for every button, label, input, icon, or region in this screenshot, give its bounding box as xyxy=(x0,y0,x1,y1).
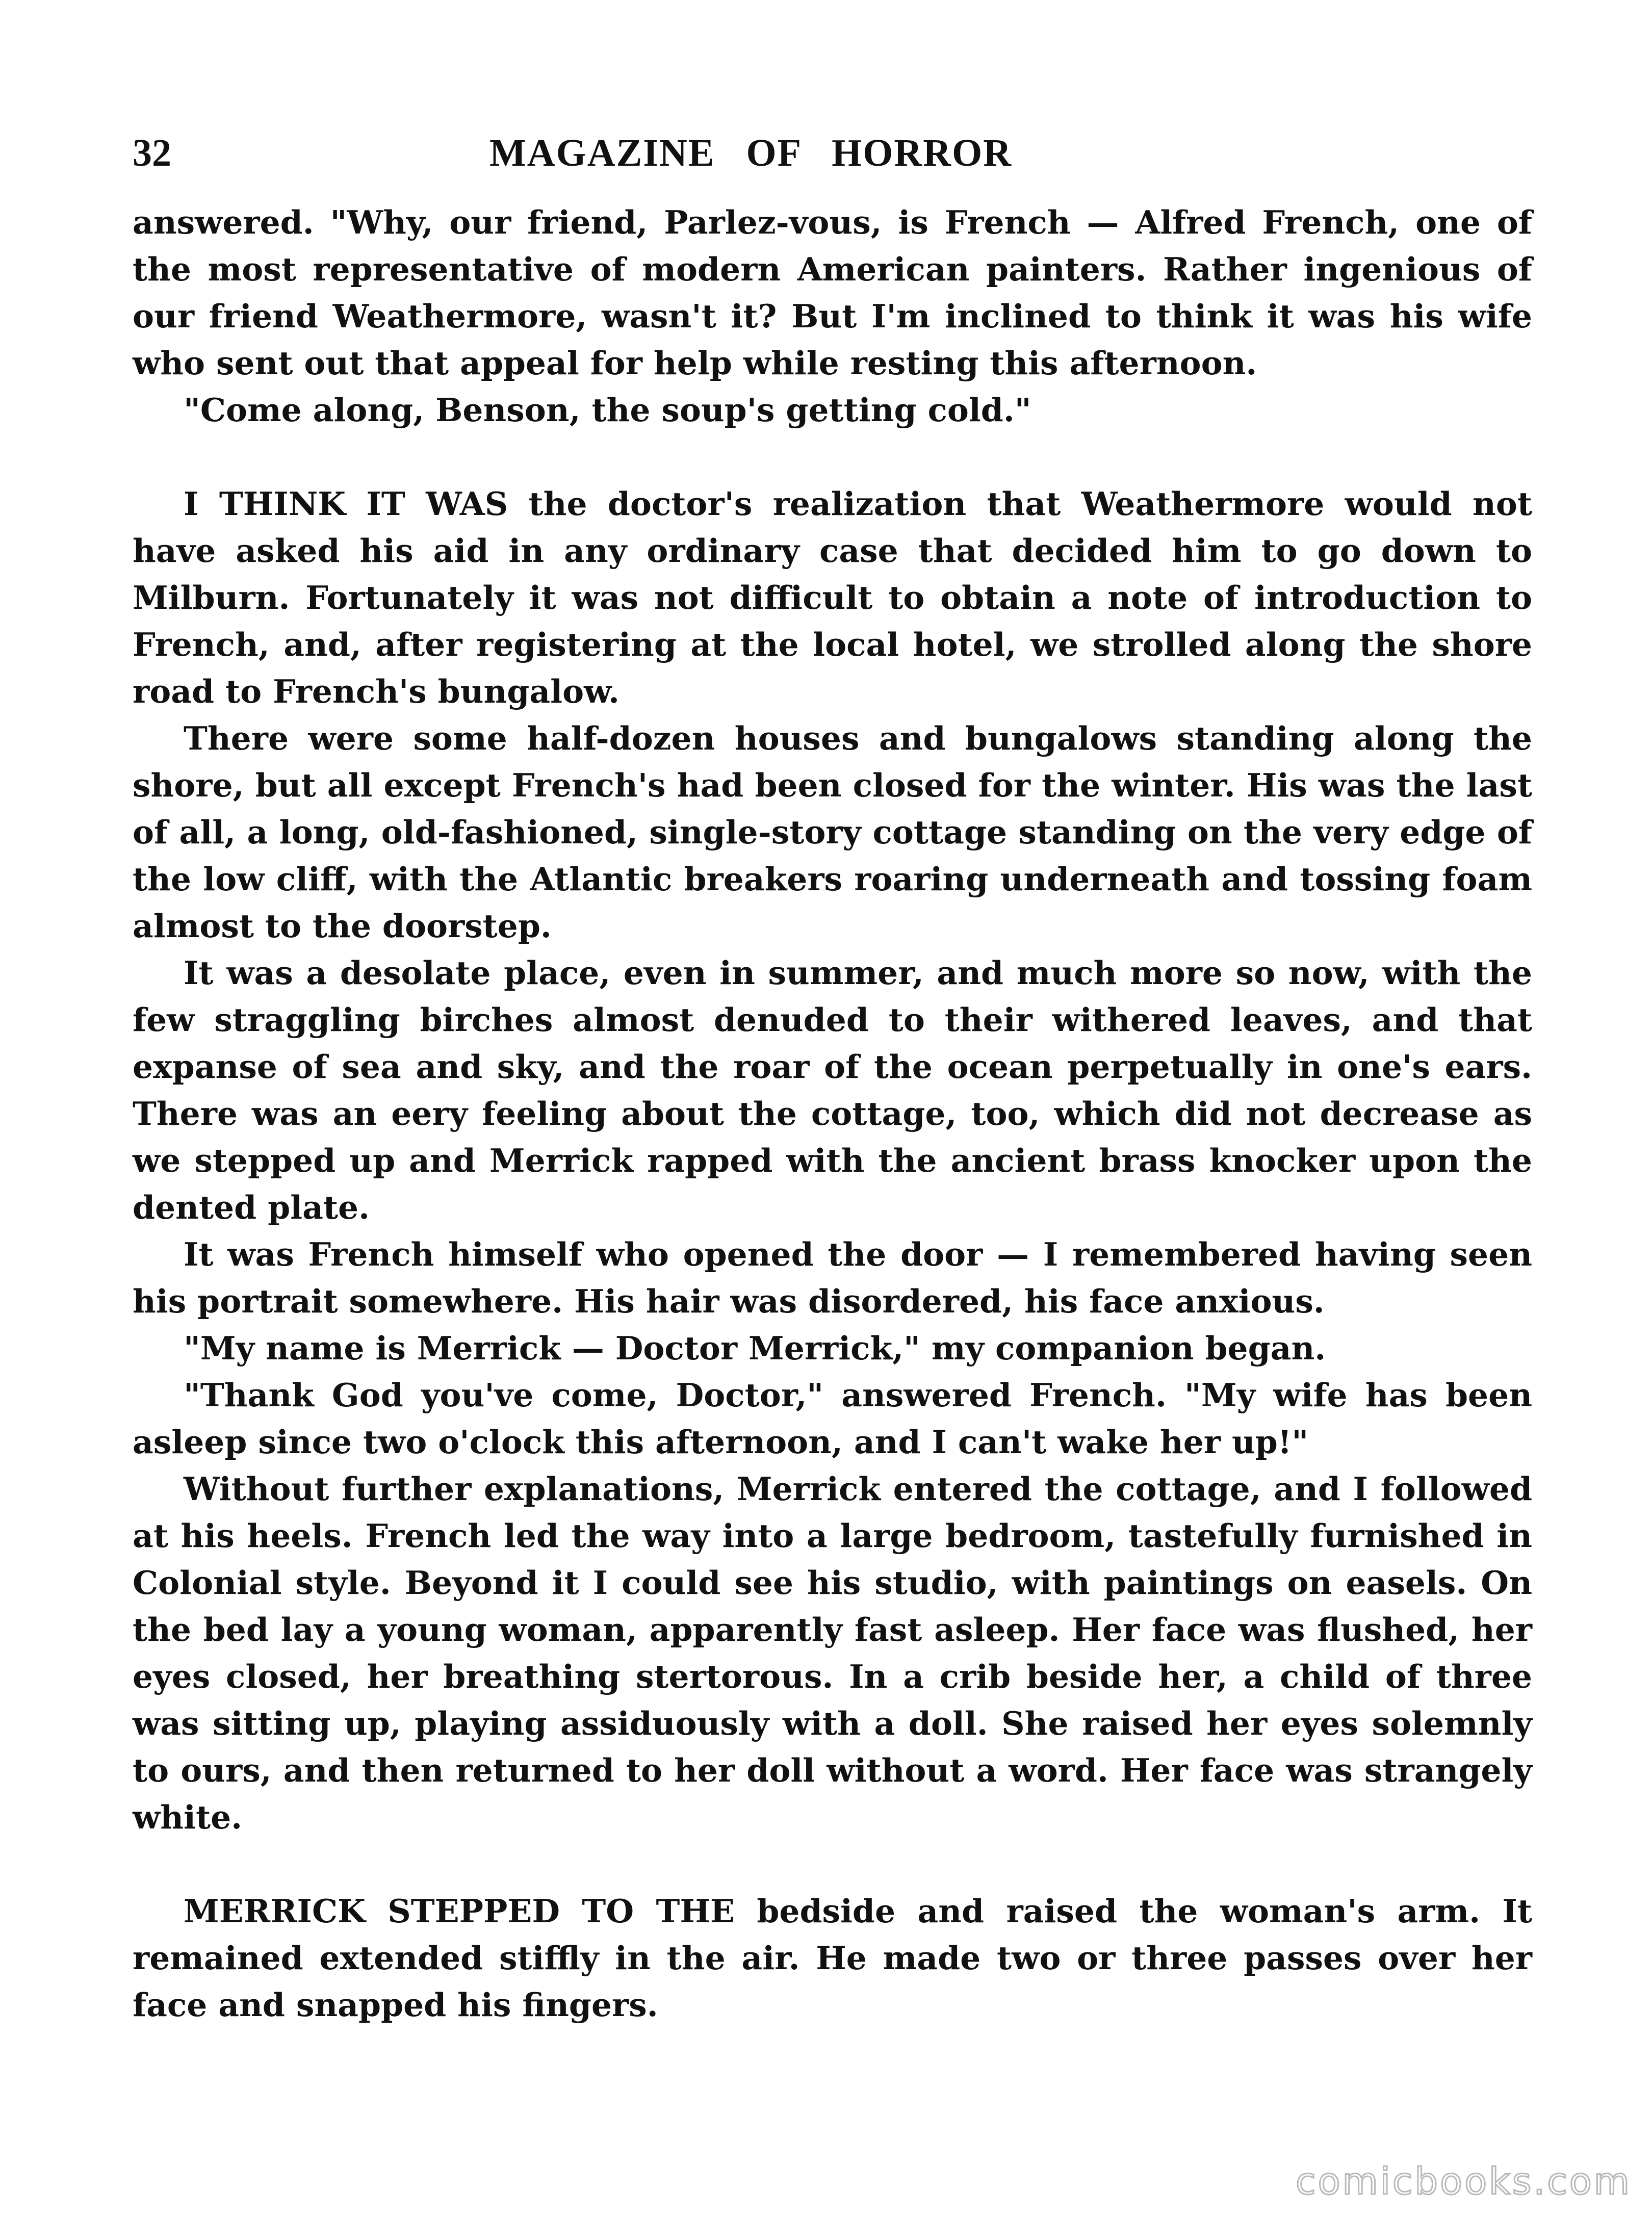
story-text xyxy=(133,199,1532,2028)
paragraph: answered. "Why, our friend, Parlez-vous, is French — Alfred French, one of the most representative of modern American painters. Rather ingenious of our friend Weathermore, wasn't it? But I'm inclined to think it was his wife who sent out that appeal for help while resting this afternoon. xyxy=(133,203,1532,382)
magazine-page xyxy=(133,127,1532,2028)
watermark: comicbooks.com xyxy=(1295,2160,1632,2203)
paragraph: "My name is Merrick — Doctor Merrick," my companion began. xyxy=(184,1329,1326,1367)
page-header xyxy=(133,127,1532,178)
section-opening-paragraph: MERRICK STEPPED TO THE bedside and raised the woman's arm. It remained extended stiffly in the air. He made two or three passes over her face and snapped his fingers. xyxy=(133,1892,1532,2024)
paragraph: Without further explanations, Merrick entered the cottage, and I followed at his heels. French led the way into a large bedroom, tastefully furnished in Colonial style. Beyond it I could see his studio, with paintings on easels. On the bed lay a young woman, apparently fast asleep. Her face was flushed, her eyes closed, her breathing stertorous. In a crib beside her, a child of three was sitting up, playing assiduously with a doll. She raised her eyes solemnly to ours, and then returned to her doll without a word. Her face was strangely white. xyxy=(133,1470,1532,1836)
running-title: MAGAZINE OF HORROR xyxy=(489,132,1013,174)
section-opening-paragraph: I THINK IT WAS the doctor's realization that Weathermore would not have asked his aid in any ordinary case that decided him to go down to Milburn. Fortunately it was not difficult to obtain a note of introduction to French, and, after registering at the local hotel, we strolled along the shore road to French's bungalow. xyxy=(133,485,1532,710)
page-number: 32 xyxy=(133,132,171,174)
paragraph: "Come along, Benson, the soup's getting cold." xyxy=(184,391,1031,429)
paragraph: There were some half-dozen houses and bungalows standing along the shore, but all except French's had been closed for the winter. His was the last of all, a long, old-fashioned, single-story cottage standing on the very edge of the low cliff, with the Atlantic breakers roaring underneath and tossing foam almost to the doorstep. xyxy=(133,719,1532,945)
paragraph: "Thank God you've come, Doctor," answered French. "My wife has been asleep since two o'clock this afternoon, and I can't wake her up!" xyxy=(133,1376,1532,1461)
paragraph: It was a desolate place, even in summer, and much more so now, with the few straggling birches almost denuded to their withered leaves, and that expanse of sea and sky, and the roar of the ocean perpetually in one's ears. There was an eery feeling about the cottage, too, which did not decrease as we stepped up and Merrick rapped with the ancient brass knocker upon the dented plate. xyxy=(133,954,1532,1226)
paragraph: It was French himself who opened the door — I remembered having seen his portrait somewhere. His hair was disordered, his face anxious. xyxy=(133,1235,1532,1320)
